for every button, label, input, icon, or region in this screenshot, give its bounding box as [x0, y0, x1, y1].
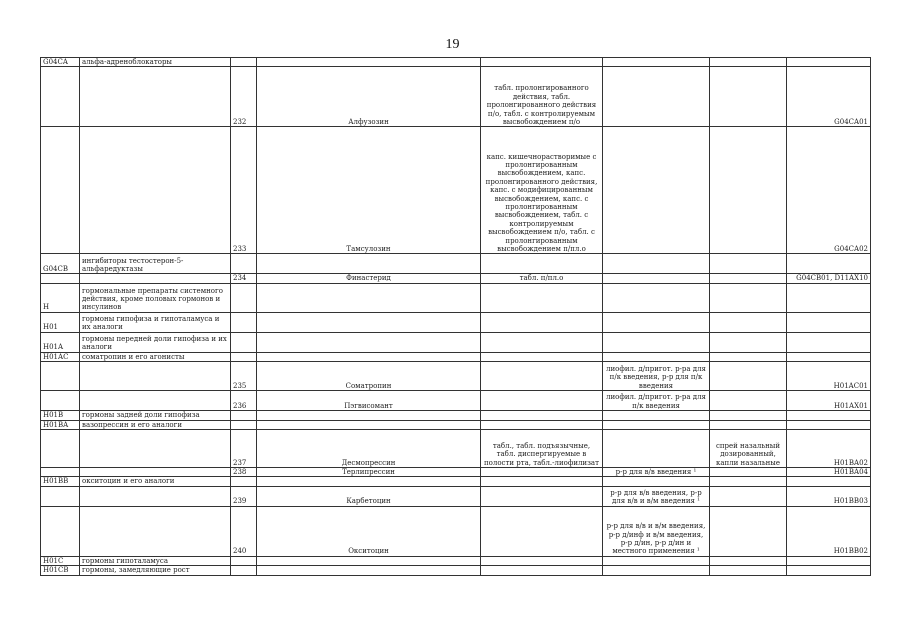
dosage-form-cell: табл., табл. подъязычные, табл. диспергируемые в полости рта, табл.-лиофилизат: [481, 430, 603, 468]
dosage-form-other-cell: [710, 566, 787, 575]
atc-group-code-cell: G04CB: [41, 254, 80, 274]
dosage-form-other-cell: [710, 67, 787, 127]
dosage-form-injectable-cell: лиофил. д/пригот. р-ра для п/к введения: [603, 391, 710, 411]
table-row: [41, 352, 871, 361]
atc-group-code-cell: H: [41, 283, 80, 312]
dosage-form-other-cell: [710, 274, 787, 283]
row-number-cell: 235: [231, 362, 257, 391]
group-description-cell: [80, 362, 231, 391]
dosage-form-other-cell: [710, 127, 787, 254]
atc-code-cell: [787, 566, 871, 575]
group-description-cell: [80, 486, 231, 506]
dosage-form-injectable-cell: [603, 254, 710, 274]
dosage-form-other-cell: [710, 391, 787, 411]
atc-code-cell: [787, 420, 871, 429]
atc-group-code-cell: [41, 430, 80, 468]
dosage-form-injectable-cell: [603, 556, 710, 565]
atc-group-code-cell: H01BA: [41, 420, 80, 429]
dosage-form-cell: [481, 420, 603, 429]
dosage-form-cell: [481, 362, 603, 391]
row-number-cell: 240: [231, 506, 257, 556]
dosage-form-injectable-cell: [603, 58, 710, 67]
dosage-form-cell: [481, 566, 603, 575]
table-row: [41, 58, 871, 67]
group-description-cell: вазопрессин и его аналоги: [80, 420, 231, 429]
row-number-cell: [231, 477, 257, 486]
group-description-cell: ингибиторы тестостерон-5-альфаредуктазы: [80, 254, 231, 274]
atc-code-cell: G04CA02: [787, 127, 871, 254]
atc-code-cell: H01AC01: [787, 362, 871, 391]
drug-name-cell: [257, 58, 481, 67]
drug-name-cell: [257, 420, 481, 429]
dosage-form-other-cell: [710, 283, 787, 312]
drug-name-cell: Десмопрессин: [257, 430, 481, 468]
row-number-cell: 233: [231, 127, 257, 254]
dosage-form-injectable-cell: [603, 420, 710, 429]
table-row: [41, 411, 871, 420]
row-number-cell: [231, 332, 257, 352]
dosage-form-other-cell: [710, 254, 787, 274]
dosage-form-cell: [481, 332, 603, 352]
atc-code-cell: [787, 312, 871, 332]
drug-name-cell: [257, 254, 481, 274]
page-number: 19: [445, 37, 460, 52]
table-row: [41, 468, 871, 477]
group-description-cell: окситоцин и его аналоги: [80, 477, 231, 486]
group-description-cell: гормоны гипофиза и гипоталамуса и их аналоги: [80, 312, 231, 332]
atc-group-code-cell: H01CB: [41, 566, 80, 575]
table-row: [41, 274, 871, 283]
atc-group-code-cell: [41, 486, 80, 506]
group-description-cell: [80, 127, 231, 254]
table-body: [41, 58, 871, 576]
dosage-form-cell: [481, 506, 603, 556]
group-description-cell: соматропин и его агонисты: [80, 352, 231, 361]
group-description-cell: [80, 67, 231, 127]
atc-group-code-cell: H01AC: [41, 352, 80, 361]
dosage-form-injectable-cell: [603, 352, 710, 361]
row-number-cell: 234: [231, 274, 257, 283]
table-row: [41, 556, 871, 565]
table-row: [41, 430, 871, 468]
dosage-form-injectable-cell: лиофил. д/пригот. р-ра для п/к введения, р-р для п/к введения: [603, 362, 710, 391]
dosage-form-cell: табл. п/пл.о: [481, 274, 603, 283]
atc-code-cell: [787, 254, 871, 274]
drug-name-cell: Алфузозин: [257, 67, 481, 127]
drug-name-cell: Финастерид: [257, 274, 481, 283]
drug-name-cell: Карбетоцин: [257, 486, 481, 506]
dosage-form-injectable-cell: [603, 566, 710, 575]
drug-name-cell: [257, 566, 481, 575]
dosage-form-other-cell: [710, 477, 787, 486]
row-number-cell: [231, 420, 257, 429]
atc-group-code-cell: H01A: [41, 332, 80, 352]
group-description-cell: [80, 391, 231, 411]
dosage-form-injectable-cell: [603, 332, 710, 352]
table-row: [41, 67, 871, 127]
table-row: [41, 283, 871, 312]
drug-table: [40, 57, 871, 576]
atc-code-cell: H01BB02: [787, 506, 871, 556]
dosage-form-injectable-cell: [603, 274, 710, 283]
dosage-form-other-cell: [710, 332, 787, 352]
atc-group-code-cell: [41, 67, 80, 127]
atc-code-cell: [787, 58, 871, 67]
group-description-cell: [80, 506, 231, 556]
atc-code-cell: G04CB01, D11AX10: [787, 274, 871, 283]
atc-code-cell: [787, 283, 871, 312]
dosage-form-other-cell: [710, 312, 787, 332]
group-description-cell: гормоны гипоталамуса: [80, 556, 231, 565]
group-description-cell: гормональные препараты системного действия, кроме половых гормонов и инсулинов: [80, 283, 231, 312]
drug-name-cell: [257, 352, 481, 361]
table-row: [41, 566, 871, 575]
row-number-cell: [231, 352, 257, 361]
dosage-form-injectable-cell: р-р для в/в введения, р-р для в/в и в/м введения ¹: [603, 486, 710, 506]
dosage-form-cell: [481, 468, 603, 477]
table-row: [41, 332, 871, 352]
dosage-form-other-cell: [710, 352, 787, 361]
dosage-form-injectable-cell: р-р для в/в и в/м введения, р-р д/инф и в/м введения, р-р д/ин, р-р д/ин и местного применения ¹: [603, 506, 710, 556]
dosage-form-cell: [481, 391, 603, 411]
atc-code-cell: [787, 332, 871, 352]
atc-code-cell: H01AX01: [787, 391, 871, 411]
group-description-cell: гормоны, замедляющие рост: [80, 566, 231, 575]
table-row: [41, 506, 871, 556]
atc-code-cell: G04CA01: [787, 67, 871, 127]
atc-group-code-cell: [41, 391, 80, 411]
dosage-form-injectable-cell: [603, 312, 710, 332]
group-description-cell: гормоны передней доли гипофиза и их аналоги: [80, 332, 231, 352]
row-number-cell: [231, 411, 257, 420]
dosage-form-other-cell: [710, 58, 787, 67]
table-row: [41, 312, 871, 332]
atc-code-cell: H01BB03: [787, 486, 871, 506]
row-number-cell: 237: [231, 430, 257, 468]
row-number-cell: [231, 312, 257, 332]
drug-name-cell: [257, 477, 481, 486]
drug-name-cell: Тамсулозин: [257, 127, 481, 254]
atc-group-code-cell: G04CA: [41, 58, 80, 67]
dosage-form-cell: [481, 58, 603, 67]
dosage-form-other-cell: [710, 486, 787, 506]
dosage-form-cell: [481, 312, 603, 332]
dosage-form-cell: капс. кишечнорастворимые с пролонгированным высвобождением, капс. пролонгированного действия, капс. с модифицированным высвобождением, капс. с пролонгированным высвобождением, табл. с контролируемым высвобождением п/о, табл. с пролонгированным высвобождением п/пл.о: [481, 127, 603, 254]
table-row: [41, 486, 871, 506]
atc-group-code-cell: [41, 362, 80, 391]
row-number-cell: 239: [231, 486, 257, 506]
group-description-cell: [80, 274, 231, 283]
drug-name-cell: Пэгвисомант: [257, 391, 481, 411]
atc-code-cell: H01BA04: [787, 468, 871, 477]
row-number-cell: 238: [231, 468, 257, 477]
dosage-form-cell: [481, 556, 603, 565]
table-row: [41, 127, 871, 254]
atc-code-cell: H01BA02: [787, 430, 871, 468]
row-number-cell: [231, 254, 257, 274]
atc-code-cell: [787, 556, 871, 565]
dosage-form-cell: [481, 254, 603, 274]
atc-code-cell: [787, 411, 871, 420]
dosage-form-other-cell: спрей назальный дозированный, капли назальные: [710, 430, 787, 468]
group-description-cell: гормоны задней доли гипофиза: [80, 411, 231, 420]
table-row: [41, 391, 871, 411]
dosage-form-injectable-cell: [603, 67, 710, 127]
atc-group-code-cell: [41, 468, 80, 477]
table-row: [41, 362, 871, 391]
atc-group-code-cell: [41, 506, 80, 556]
dosage-form-other-cell: [710, 556, 787, 565]
drug-name-cell: [257, 332, 481, 352]
dosage-form-other-cell: [710, 506, 787, 556]
row-number-cell: [231, 283, 257, 312]
dosage-form-injectable-cell: [603, 411, 710, 420]
drug-name-cell: Соматропин: [257, 362, 481, 391]
atc-code-cell: [787, 477, 871, 486]
dosage-form-other-cell: [710, 362, 787, 391]
atc-group-code-cell: H01C: [41, 556, 80, 565]
atc-group-code-cell: H01BB: [41, 477, 80, 486]
atc-group-code-cell: H01B: [41, 411, 80, 420]
dosage-form-cell: табл. пролонгированного действия, табл. пролонгированного действия п/о, табл. с контролируемым высвобождением п/о: [481, 67, 603, 127]
drug-name-cell: [257, 556, 481, 565]
row-number-cell: 232: [231, 67, 257, 127]
row-number-cell: [231, 566, 257, 575]
atc-group-code-cell: [41, 127, 80, 254]
dosage-form-injectable-cell: [603, 283, 710, 312]
dosage-form-cell: [481, 486, 603, 506]
dosage-form-other-cell: [710, 468, 787, 477]
atc-group-code-cell: H01: [41, 312, 80, 332]
table-row: [41, 254, 871, 274]
atc-code-cell: [787, 352, 871, 361]
dosage-form-injectable-cell: [603, 477, 710, 486]
group-description-cell: [80, 430, 231, 468]
row-number-cell: 236: [231, 391, 257, 411]
dosage-form-other-cell: [710, 411, 787, 420]
dosage-form-injectable-cell: р-р для в/в введения ¹: [603, 468, 710, 477]
dosage-form-cell: [481, 477, 603, 486]
dosage-form-injectable-cell: [603, 127, 710, 254]
table-row: [41, 477, 871, 486]
drug-name-cell: Терлипрессин: [257, 468, 481, 477]
drug-name-cell: [257, 312, 481, 332]
drug-name-cell: [257, 283, 481, 312]
group-description-cell: альфа-адреноблокаторы: [80, 58, 231, 67]
atc-group-code-cell: [41, 274, 80, 283]
table-row: [41, 420, 871, 429]
row-number-cell: [231, 556, 257, 565]
group-description-cell: [80, 468, 231, 477]
row-number-cell: [231, 58, 257, 67]
dosage-form-other-cell: [710, 420, 787, 429]
dosage-form-cell: [481, 283, 603, 312]
dosage-form-cell: [481, 352, 603, 361]
dosage-form-cell: [481, 411, 603, 420]
drug-name-cell: Окситоцин: [257, 506, 481, 556]
dosage-form-injectable-cell: [603, 430, 710, 468]
drug-name-cell: [257, 411, 481, 420]
